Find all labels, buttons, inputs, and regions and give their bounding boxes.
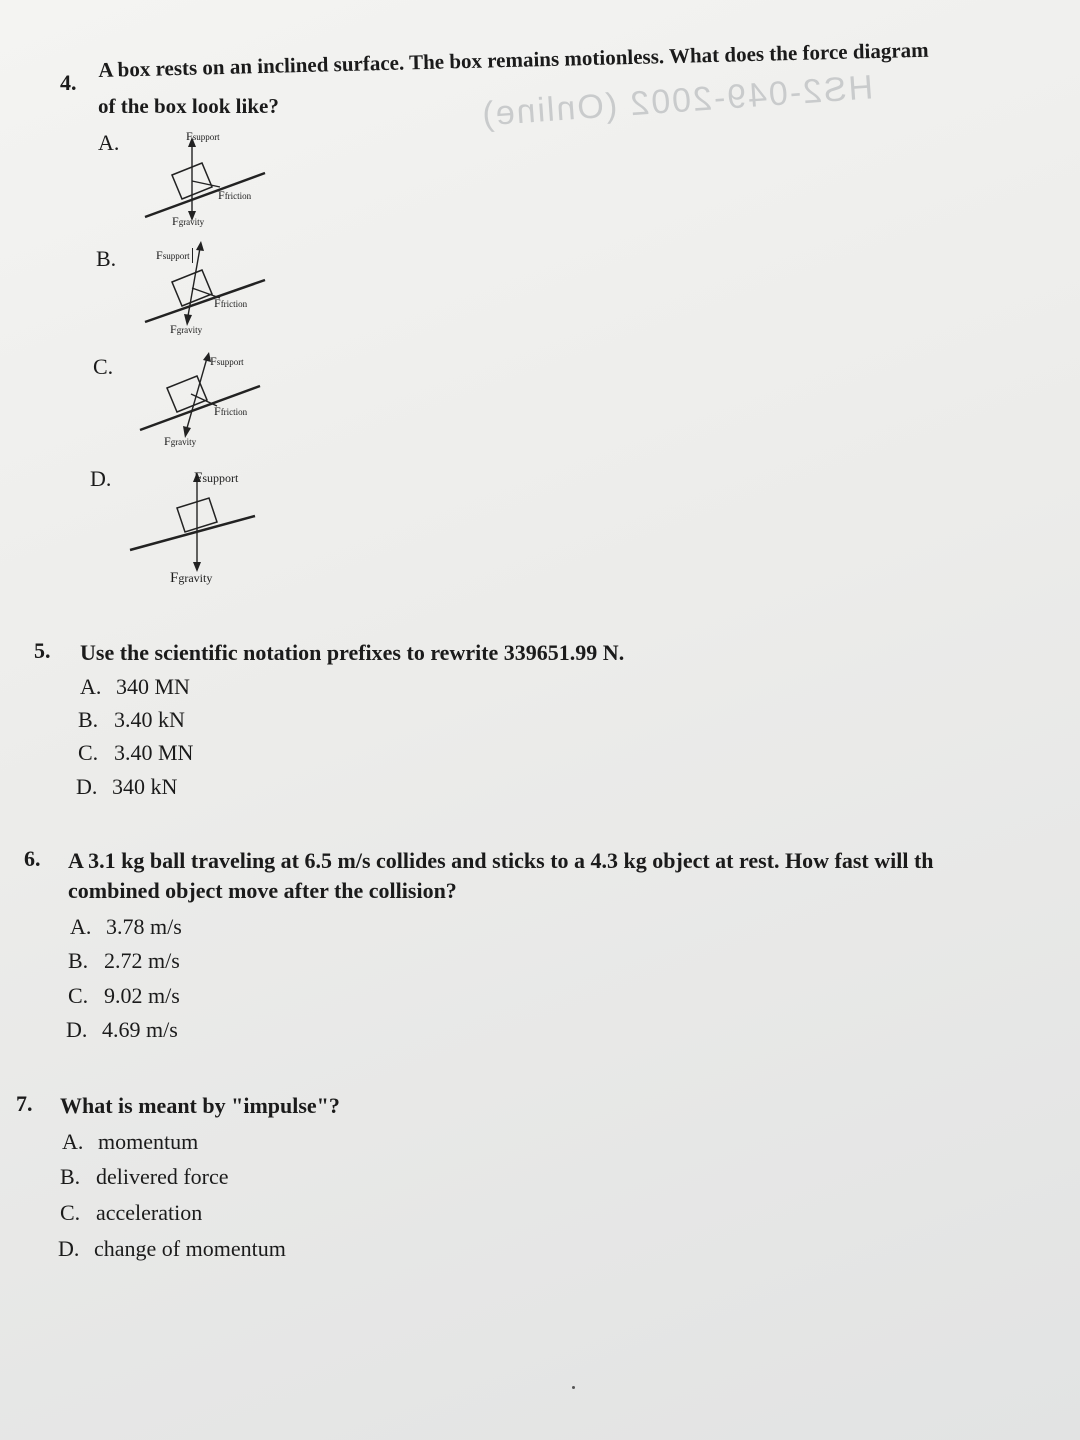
- force-label-c-friction: Ffriction: [214, 404, 248, 418]
- force-label-d-gravity: Fgravity: [170, 570, 213, 586]
- question-4-option-a-letter: A.: [98, 130, 120, 155]
- question-7-option-b: B. delivered force: [60, 1164, 229, 1189]
- question-7-option-a: A. momentum: [62, 1129, 199, 1154]
- question-5-option-b: B. 3.40 kN: [78, 707, 185, 732]
- force-label-d-support: Fsupport: [194, 470, 239, 486]
- question-4-option-b-letter: B.: [96, 246, 117, 271]
- question-5-text: Use the scientific notation prefixes to rewrite 339651.99 N.: [80, 640, 625, 665]
- question-6-option-d: D. 4.69 m/s: [66, 1017, 178, 1042]
- question-5-option-c: C. 3.40 MN: [78, 740, 194, 765]
- question-7-text: What is meant by "impulse"?: [60, 1093, 340, 1118]
- force-label-b-friction: Ffriction: [214, 296, 248, 310]
- question-4-text-line1: A box rests on an inclined surface. The box remains motionless. What does the force diagram: [98, 37, 929, 82]
- question-5-number: 5.: [34, 638, 51, 663]
- question-5-option-d: D. 340 kN: [76, 774, 178, 799]
- question-6-option-c: C. 9.02 m/s: [68, 983, 180, 1008]
- question-4-text-line2: of the box look like?: [98, 94, 279, 118]
- question-6-text-line1: A 3.1 kg ball traveling at 6.5 m/s collides and sticks to a 4.3 kg object at rest. How fast will th: [68, 848, 934, 873]
- question-4-option-c-letter: C.: [93, 354, 114, 379]
- question-6-option-a: A. 3.78 m/s: [70, 914, 182, 939]
- question-6-text-line2: combined object move after the collision?: [68, 878, 457, 903]
- pencil-mark: [572, 1386, 575, 1389]
- question-6-option-b: B. 2.72 m/s: [68, 948, 180, 973]
- question-6-number: 6.: [24, 846, 41, 871]
- force-label-a-friction: Ffriction: [218, 188, 252, 202]
- question-7-option-c: C. acceleration: [60, 1200, 203, 1225]
- force-label-b-support: Fsupport: [156, 248, 193, 263]
- force-label-c-support: Fsupport: [210, 354, 244, 368]
- question-7-option-d: D. change of momentum: [58, 1236, 286, 1261]
- force-label-b-gravity: Fgravity: [170, 322, 203, 336]
- question-7-number: 7.: [16, 1091, 33, 1116]
- question-4-option-d-letter: D.: [90, 466, 112, 491]
- bleed-through-text: HS2-049-2002 (Online): [479, 68, 875, 134]
- force-label-a-support: Fsupport: [186, 129, 220, 143]
- question-5-option-a: A. 340 MN: [80, 674, 190, 699]
- force-label-a-gravity: Fgravity: [172, 214, 205, 228]
- force-label-c-gravity: Fgravity: [164, 434, 197, 448]
- question-4-number: 4.: [60, 70, 77, 95]
